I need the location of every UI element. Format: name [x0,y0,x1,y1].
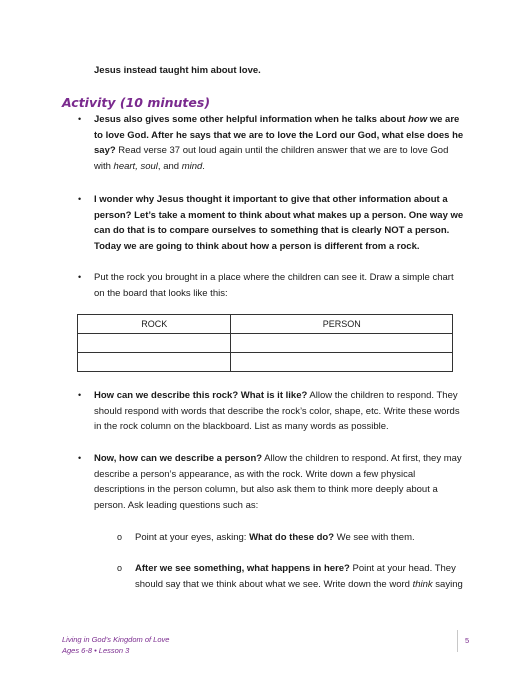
sub-list-item [117,530,465,546]
chart-header-row [78,315,453,334]
bullet-text: . [202,160,205,172]
bullet-marker: • [78,453,82,463]
bullet-italic-text: heart, soul [113,160,158,172]
bullet-text: , and [157,160,182,172]
sub-item-bold-text: After we see something, what happens in here? [135,563,350,574]
bullet-marker: • [78,114,82,124]
bullet-bold-text: How can we describe this rock? What is it like? [94,390,308,401]
bullet-text: Put the rock you brought in a place where the children can see it. Draw a simple chart on the board that looks like this: [94,272,454,299]
intro-line: Jesus instead taught him about love. [94,65,261,76]
sub-item-text: Point at your eyes, asking: [135,532,250,543]
chart-cell [78,353,231,372]
bullet-marker: • [78,194,82,204]
footer-caption [62,634,169,656]
bullet-item [78,388,464,435]
bullet-text: Allow the children to respond. They should respond with words that describe the rock’s color, shape, etc. Write these words in the rock column on the blackboard. List as many words as possible. [94,390,460,432]
chart-header-rock: ROCK [78,315,231,334]
chart-header-person: PERSON [231,315,453,334]
sub-item-text: We see with them. [334,532,415,543]
sub-item-text: Point at your head. They should say that we think about what we see. Write down the word [135,563,456,590]
bullet-marker: • [78,272,82,282]
footer-subtitle: Ages 6-8 • Lesson 3 [62,646,130,655]
chart-cell [231,334,453,353]
bullet-bold-text: we are to love God. After he says that we are to love the Lord our God, what else does he say? [94,114,464,156]
bullet-bold-text: I wonder why Jesus thought it important to give that other information about a person? Let’s take a moment to think about what makes up a person. One way we can do that is to compare ourselves to something that is clearly NOT a person. Today we are going to think about how a person is different from a rock. [94,194,464,252]
bullet-italic-text: mind [181,160,203,172]
bullet-item [78,270,464,301]
bullet-item [78,112,464,174]
bullet-bold-text: Jesus also gives some other helpful information when he talks about [94,114,409,125]
bullet-marker: • [78,390,82,400]
chart-cell [231,353,453,372]
sub-bullet-marker: o [117,532,123,542]
sub-bullet-marker: o [117,563,123,573]
sub-item-bold-text: What do these do? [249,532,335,543]
rock-person-chart [77,314,453,372]
chart-row [78,334,453,353]
bullet-emphasis-text: how [408,114,428,125]
page-number: 5 [465,636,470,645]
sub-list-item [117,561,465,592]
sub-item-italic-text: think [412,578,433,590]
bullet-text: Read verse 37 out loud again until the children answer that we are to love God with [94,145,449,172]
bullet-item [78,451,464,513]
bullet-text: Allow the children to respond. At first, they may describe a person’s appearance, as with the rock. Write down a few physical descriptions in the person column, but also ask them to think more deeply about a person. Ask leading questions such as: [94,453,462,511]
footer-divider [457,630,458,652]
footer-title: Living in God’s Kingdom of Love [62,635,170,644]
bullet-item [78,192,464,254]
chart-row [78,353,453,372]
sub-item-text: saying [432,578,463,590]
bullet-bold-text: Now, how can we describe a person? [94,453,263,464]
chart-cell [78,334,231,353]
section-heading: Activity (10 minutes) [62,95,211,110]
